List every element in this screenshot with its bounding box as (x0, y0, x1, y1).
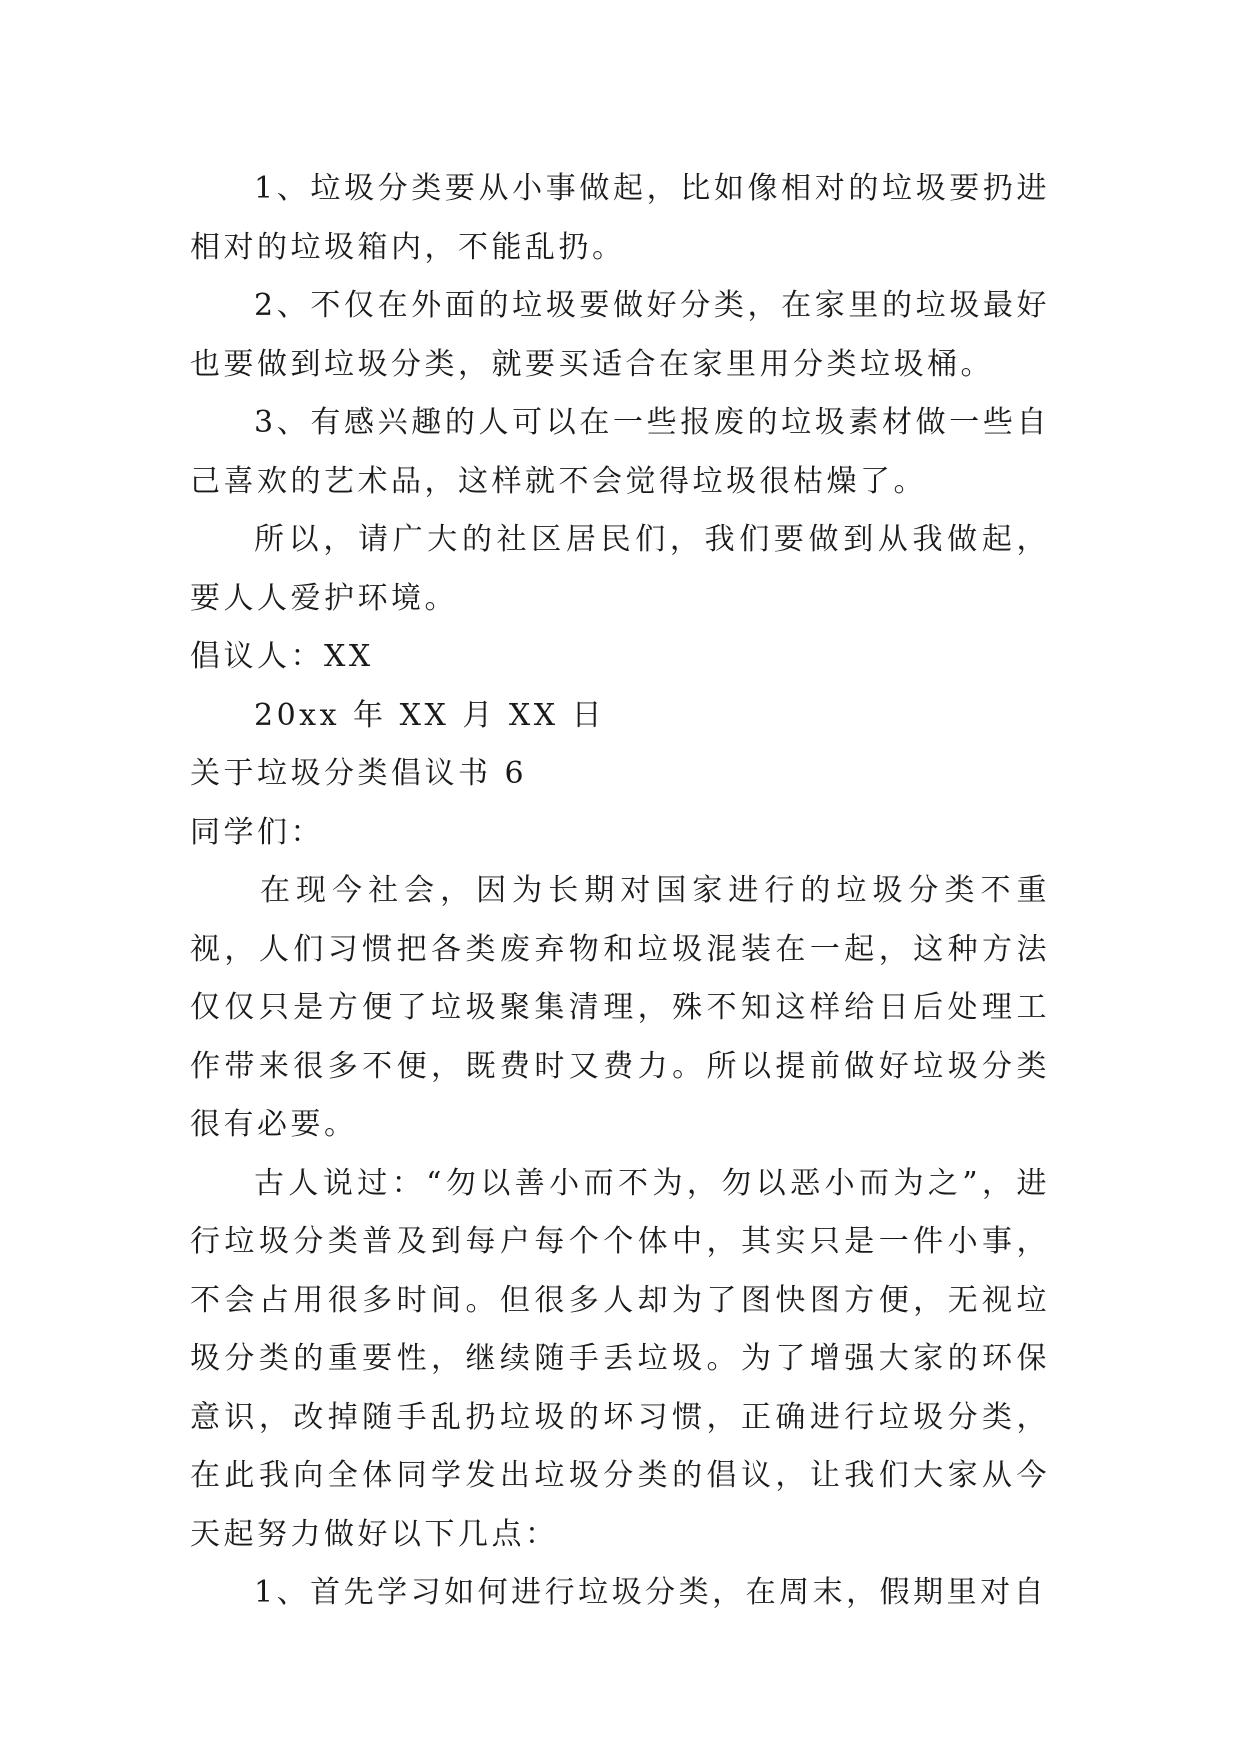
paragraph-intro: 在现今社会，因为长期对国家进行的垃圾分类不重视，人们习惯把各类废弃物和垃圾混装在一起，这种方法仅仅只是方便了垃圾聚集清理，殊不知这样给日后处理工作带来很多不便，既费时又费力。所以提前做好垃圾分类很有必要。 (190, 873, 1050, 1142)
paragraph-point-1: 1、首先学习如何进行垃圾分类，在周末，假期里对自 (254, 1575, 1048, 1610)
paragraph-3: 3、有感兴趣的人可以在一些报废的垃圾素材做一些自己喜欢的艺术品，这样就不会觉得垃圾很枯燥了。 (190, 405, 1050, 499)
paragraph-quote: 古人说过：“勿以善小而不为，勿以恶小而为之”，进行垃圾分类普及到每户每个个体中，其实只是一件小事，不会占用很多时间。但很多人却为了图快图方便，无视垃圾分类的重要性，继续随手丢垃圾。为了增强大家的环保意识，改掉随手乱扔垃圾的坏习惯，正确进行垃圾分类，在此我向全体同学发出垃圾分类的倡议，让我们大家从今天起努力做好以下几点： (190, 1165, 1050, 1552)
section-title: 关于垃圾分类倡议书 6 (190, 756, 528, 791)
salutation: 同学们： (190, 814, 324, 850)
document-body (190, 160, 1050, 1623)
proposer-line: 倡议人：XX (190, 639, 374, 674)
paragraph-2: 2、不仅在外面的垃圾要做好分类，在家里的垃圾最好也要做到垃圾分类，就要买适合在家里用分类垃圾桶。 (190, 288, 1050, 382)
paragraph-4: 所以，请广大的社区居民们，我们要做到从我做起，要人人爱护环境。 (190, 522, 1050, 616)
date-line: 20xx 年 XX 月 XX 日 (254, 697, 606, 733)
paragraph-1: 1、垃圾分类要从小事做起，比如像相对的垃圾要扔进相对的垃圾箱内，不能乱扔。 (190, 171, 1050, 265)
